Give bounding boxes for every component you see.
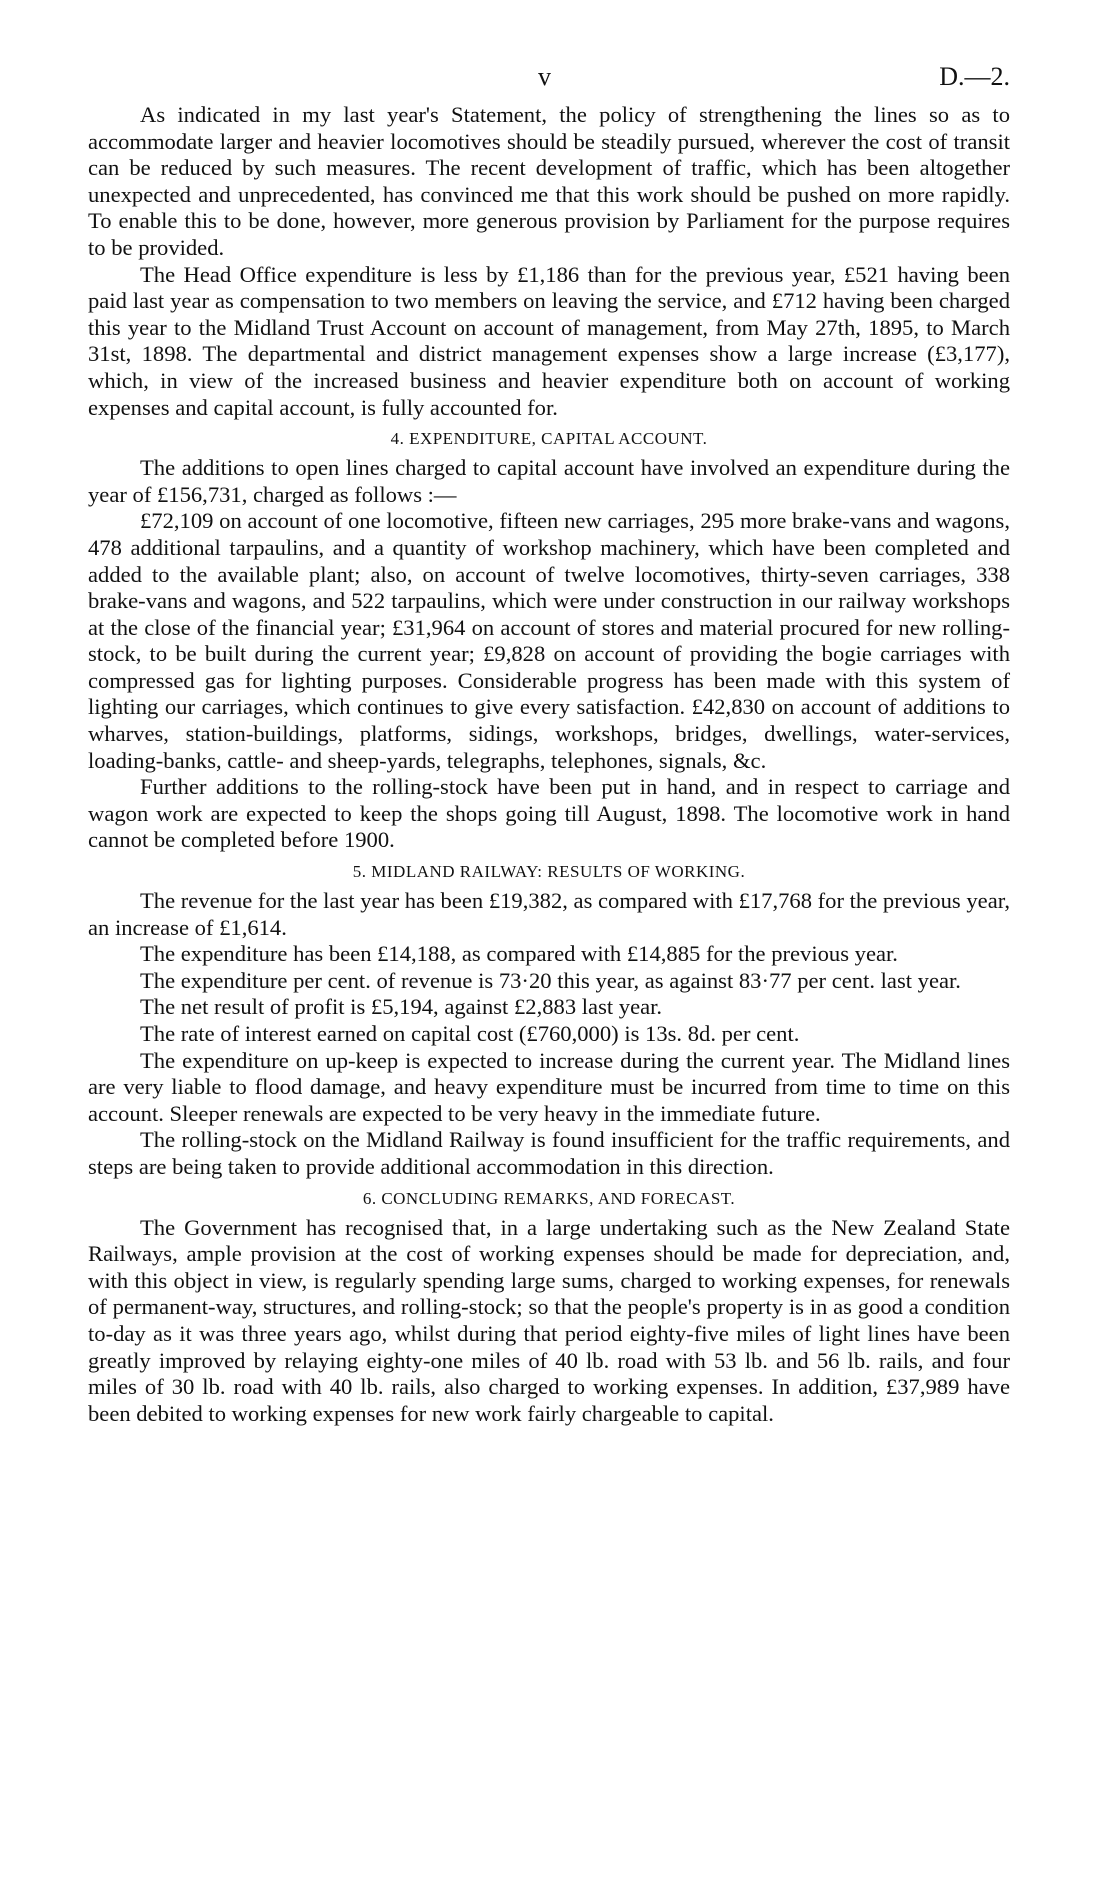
paragraph: The Government has recognised that, in a large undertaking such as the New Zealand State Railways, ample provision at the cost of working expenses should be made for depreciation, and, with this object in view, is regularly spending large sums, charged to working expenses, for renewals of permanent-way, structures, and rolling-stock; so that the people's property is in as good a condition to-day as it was three years ago, whilst during that period eighty-five miles of light lines have been greatly improved by relaying eighty-one miles of 40 lb. road with 53 lb. and 56 lb. rails, and four miles of 30 lb. road with 40 lb. rails, also charged to working expenses. In addition, £37,989 have been debited to working expenses for new work fairly chargeable to capital. xyxy=(88,1214,1010,1426)
paragraph: The expenditure on up-keep is expected to increase during the current year. The Midland lines are very liable to flood damage, and heavy expenditure must be incurred from time to time on this account. Sleeper renewals are expected to be very heavy in the immediate future. xyxy=(88,1047,1010,1126)
paragraph: As indicated in my last year's Statement, the policy of strengthening the lines so as to accommodate larger and heavier locomotives should be steadily pursued, wherever the cost of transit can be reduced by such measures. The recent development of traffic, which has been altogether unexpected and unprecedented, has convinced me that this work should be pushed on more rapidly. To enable this to be done, however, more generous provision by Parliament for the purpose requires to be provided. xyxy=(88,102,1010,260)
section-heading: 6. CONCLUDING REMARKS, AND FORECAST. xyxy=(362,1188,736,1208)
section-midland-railway xyxy=(88,861,1010,1181)
paragraph: The Head Office expenditure is less by £1,186 than for the previous year, £521 having been paid last year as compensation to two members on leaving the service, and £712 having been charged this year to the Midland Trust Account on account of management, from May 27th, 1895, to March 31st, 1898. The departmental and district management expenses show a large increase (£3,177), which, in view of the increased business and heavier expenditure both on account of working expenses and capital account, is fully accounted for. xyxy=(88,261,1010,420)
paragraph: The additions to open lines charged to capital account have involved an expenditure during the year of £156,731, charged as follows :— xyxy=(88,455,1010,507)
paragraph: £72,109 on account of one locomotive, fifteen new carriages, 295 more brake-vans and wagons, 478 additional tarpaulins, and a quantity of workshop machinery, which have been completed and added to the available plant; also, on account of twelve locomotives, thirty-seven carriages, 338 brake-vans and wagons, and 522 tarpaulins, which were under construction in our railway workshops at the close of the financial year; £31,964 on account of stores and material procured for new rolling-stock, to be built during the current year; £9,828 on account of providing the bogie carriages with compressed gas for lighting purposes. Considerable progress has been made with this system of lighting our carriages, which continues to give every satisfaction. £42,830 on account of additions to wharves, station-buildings, platforms, sidings, workshops, bridges, dwellings, water-services, loading-banks, cattle- and sheep-yards, telegraphs, telephones, signals, &c. xyxy=(88,508,1010,773)
document-reference: D.—2. xyxy=(939,62,1010,91)
section-concluding-remarks xyxy=(88,1188,1010,1428)
paragraph: The expenditure has been £14,188, as compared with £14,885 for the previous year. xyxy=(140,941,898,967)
section-heading: 4. EXPENDITURE, CAPITAL ACCOUNT. xyxy=(390,429,708,449)
page-header xyxy=(88,62,1010,102)
paragraph: The expenditure per cent. of revenue is 73·20 this year, as against 83·77 per cent. last year. xyxy=(140,967,961,993)
intro-section xyxy=(88,102,1010,421)
document-page xyxy=(88,62,1010,1427)
section-heading: 5. MIDLAND RAILWAY: RESULTS OF WORKING. xyxy=(352,862,746,882)
paragraph: The revenue for the last year has been £19,382, as compared with £17,768 for the previous year, an increase of £1,614. xyxy=(88,888,1010,940)
page-number: v xyxy=(538,62,551,91)
paragraph: Further additions to the rolling-stock have been put in hand, and in respect to carriage and wagon work are expected to keep the shops going till August, 1898. The locomotive work in hand cannot be completed before 1900. xyxy=(88,774,1010,853)
paragraph: The rolling-stock on the Midland Railway is found insufficient for the traffic requirements, and steps are being taken to provide additional accommodation in this direction. xyxy=(88,1127,1010,1179)
section-expenditure-capital xyxy=(88,428,1010,854)
paragraph: The net result of profit is £5,194, against £2,883 last year. xyxy=(140,994,663,1020)
paragraph: The rate of interest earned on capital cost (£760,000) is 13s. 8d. per cent. xyxy=(140,1021,800,1046)
